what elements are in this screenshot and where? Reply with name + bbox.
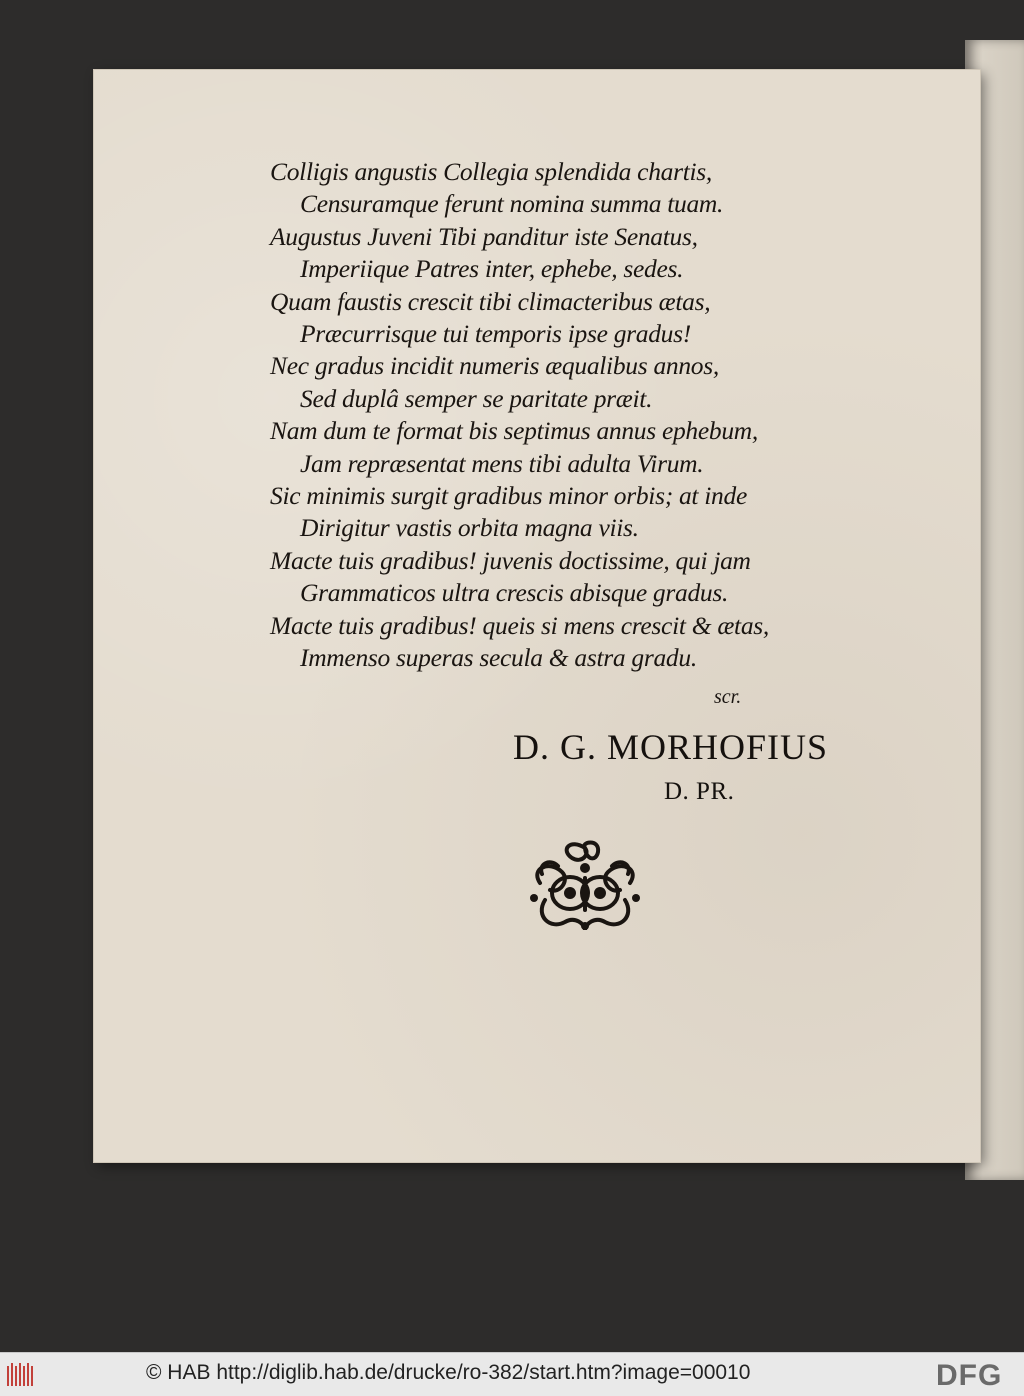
- poem-line: Immenso superas secula & astra gradu.: [300, 643, 697, 673]
- poem-line: Censuramque ferunt nomina summa tuam.: [300, 189, 724, 219]
- poem-line: Præcurrisque tui temporis ipse gradus!: [300, 319, 691, 349]
- poem-line: Quam faustis crescit tibi climacteribus ætas,: [270, 286, 711, 316]
- author-name: D. G. MORHOFIUS: [513, 727, 829, 767]
- poem-line: Nam dum te format bis septimus annus ephebum,: [270, 416, 758, 446]
- poem-line: Sed duplâ semper se paritate præit.: [300, 383, 653, 413]
- dfg-logo: DFG: [936, 1359, 1003, 1392]
- author-degree: D. PR.: [664, 778, 735, 805]
- footer-bar: [0, 1352, 1024, 1396]
- poem-line: Macte tuis gradibus! queis si mens crescit & ætas,: [270, 610, 769, 640]
- poem-line: Grammaticos ultra crescis abisque gradus.: [300, 578, 729, 608]
- scripsit-mark: scr.: [714, 686, 742, 708]
- poem-line: Colligis angustis Collegia splendida chartis,: [270, 157, 712, 186]
- poem-line: Sic minimis surgit gradibus minor orbis; at inde: [270, 481, 747, 511]
- hab-logo-icon: [6, 1360, 36, 1390]
- poem-line: Imperiique Patres inter, ephebe, sedes.: [300, 254, 684, 284]
- poem-line: Nec gradus incidit numeris æqualibus annos,: [270, 351, 719, 381]
- poem-line: Macte tuis gradibus! juvenis doctissime, qui jam: [270, 545, 751, 575]
- copyright-notice: © HAB http://diglib.hab.de/drucke/ro-382/start.htm?image=00010: [146, 1361, 751, 1384]
- poem: [270, 156, 910, 675]
- printers-ornament-icon: [520, 838, 650, 938]
- poem-line: Jam repræsentat mens tibi adulta Virum.: [300, 448, 704, 478]
- poem-line: Augustus Juveni Tibi panditur iste Senatus,: [270, 221, 698, 251]
- poem-line: Dirigitur vastis orbita magna viis.: [300, 513, 639, 543]
